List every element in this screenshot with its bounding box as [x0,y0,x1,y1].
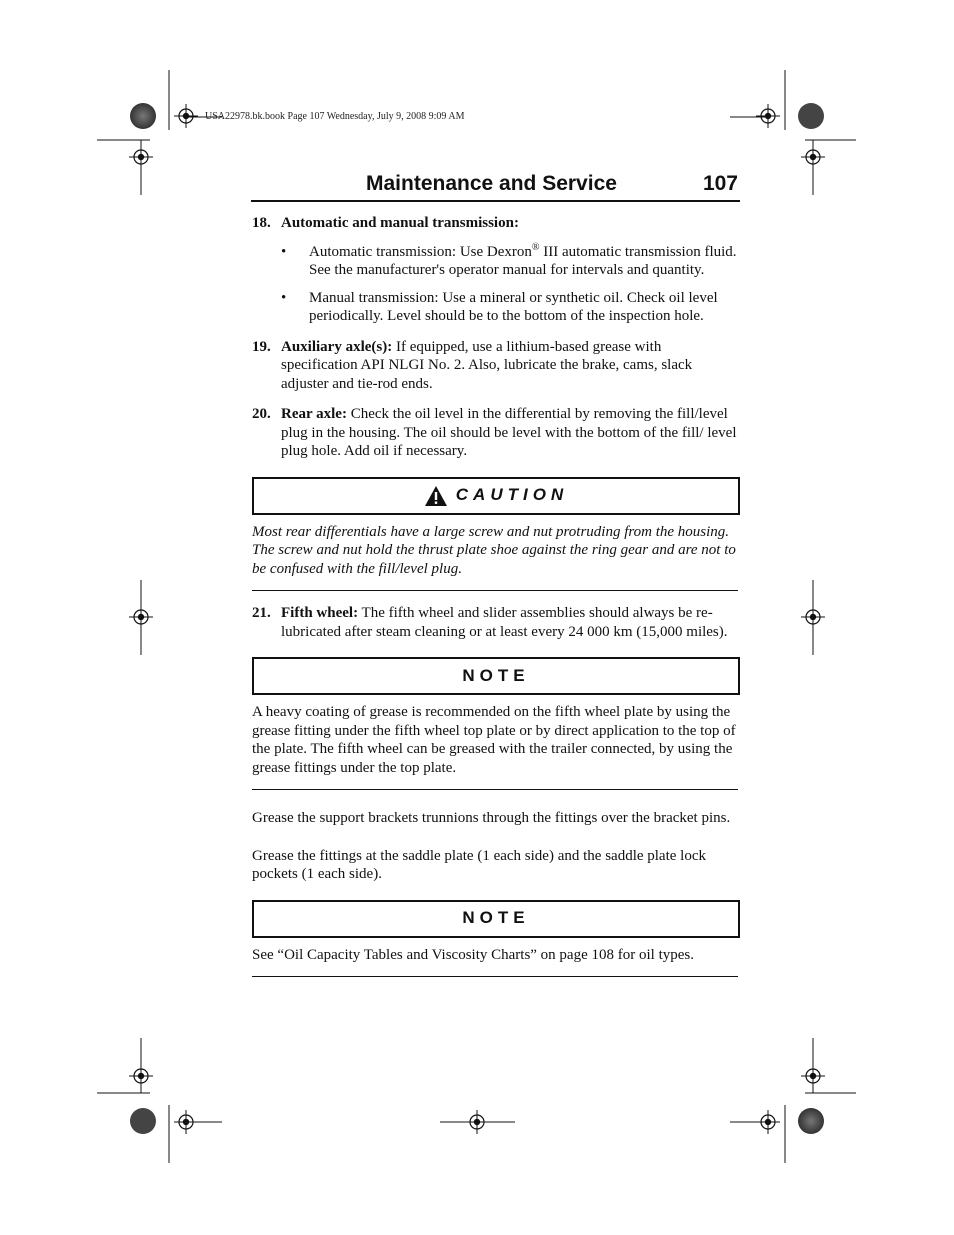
bullet-glyph: • [281,243,287,260]
page-title: Maintenance and Service [366,172,617,195]
caution-box [252,477,740,515]
page-number: 107 [702,172,738,195]
item-lead: Auxiliary axle(s): [281,338,393,355]
item-number: 21. [252,605,271,621]
bullet-text: III automatic transmission fluid. See the manufacturer's operator manual for intervals and quantity. [309,243,737,278]
note-label: NOTE [462,908,530,928]
paragraph: Grease the support brackets trunnions through the fittings over the bracket pins. [252,810,731,826]
item-lead: Automatic and manual transmission: [281,215,519,231]
note-box [252,657,740,695]
item-number: 20. [252,406,271,422]
warning-triangle-icon [424,485,448,507]
item-number: 19. [252,338,271,355]
note-text: A heavy coating of grease is recommended on the fifth wheel plate by using the grease fitting under the fifth wheel top plate or by direct application to the top of the plate. The fifth wheel can be greased with the trailer connected, by using the grease fittings under the top plate. [252,704,736,776]
item-19 [252,338,740,394]
bullet-item [281,289,740,326]
bullet-text: Automatic transmission: Use Dexron [309,243,532,260]
paragraph: Grease the fittings at the saddle plate (1 each side) and the saddle plate lock pockets (1 each side). [252,847,706,882]
bullet-item [281,243,740,280]
page-header [251,170,740,202]
note-text: See “Oil Capacity Tables and Viscosity Charts” on page 108 for oil types. [252,946,694,963]
item-text: The fifth wheel and slider assemblies should always be re-lubricated after steam cleaning or at least every 24 000 km (15,000 miles). [281,605,728,640]
registered-mark: ® [531,241,540,253]
item-21 [252,604,740,641]
bullet-text: Manual transmission: Use a mineral or synthetic oil. Check oil level periodically. Level should be to the bottom of the inspection hole. [309,289,718,324]
print-slug: USA22978.bk.book Page 107 Wednesday, July 9, 2008 9:09 AM [205,111,465,122]
note-label: NOTE [462,665,530,685]
page-content [252,214,740,977]
divider [252,976,738,977]
caution-label: CAUTION [455,485,569,505]
item-number: 18. [252,215,271,231]
note-box [252,900,740,938]
item-lead: Fifth wheel: [281,605,359,621]
item-text: If equipped, use a lithium-based grease with specification API NLGI No. 2. Also, lubricate the brake, cams, slack adjuster and tie-rod ends. [281,338,693,392]
caution-text: Most rear differentials have a large screw and nut protruding from the housing. The screw and nut hold the thrust plate shoe against the ring gear and are not to be confused with the fill/level plug. [252,523,736,577]
item-text: Check the oil level in the differential by removing the fill/level plug in the housing. The oil should be level with the bottom of the fill/ level plug hole. Add oil if necessary. [281,406,737,459]
item-18 [252,214,740,233]
item-lead: Rear axle: [281,406,347,422]
item-20 [252,405,740,461]
bullet-glyph: • [281,289,287,306]
